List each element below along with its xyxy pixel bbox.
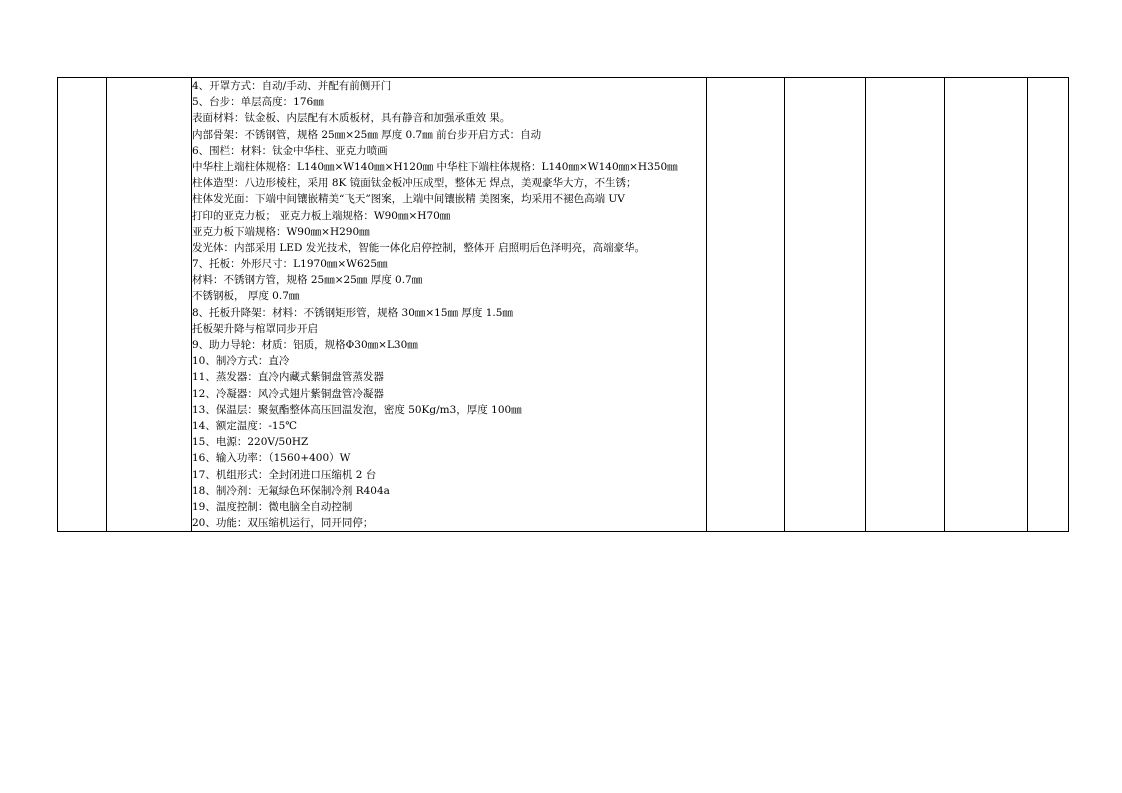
description-line: 12、冷凝器：风冷式翅片紫铜盘管冷凝器 bbox=[192, 387, 384, 400]
description-line: 柱体发光面：下端中间镶嵌精美“飞天”图案，上端中间镶嵌精 美图案，均采用不褪色高端 UV bbox=[192, 193, 625, 206]
description-line: 托板架升降与棺罩同步开启 bbox=[192, 322, 318, 335]
description-line: 表面材料：钛金板、内层配有木质板材，具有静音和加强承重效 果。 bbox=[192, 112, 511, 125]
table-cell-price bbox=[866, 78, 945, 532]
description-line: 中华柱上端柱体规格：L140㎜×W140㎜×H120㎜ 中华柱下端柱体规格：L140㎜×W140㎜×H350㎜ bbox=[192, 160, 678, 173]
description-line: 内部骨架：不锈钢管，规格 25㎜×25㎜ 厚度 0.7㎜ 前台步开启方式：自动 bbox=[192, 128, 542, 141]
description-line: 10、制冷方式：直冷 bbox=[192, 355, 290, 368]
description-line: 15、电源：220V/50HZ bbox=[192, 436, 309, 449]
description-line: 亚克力板下端规格：W90㎜×H290㎜ bbox=[192, 225, 370, 238]
spec-table bbox=[57, 77, 1069, 532]
description-line: 4、开罩方式：自动/手动、并配有前侧开门 bbox=[192, 80, 392, 92]
description-line: 13、保温层：聚氨酯整体高压回温发泡，密度 50Kg/m3，厚度 100㎜ bbox=[192, 403, 522, 416]
table-cell-description bbox=[192, 78, 707, 532]
description-line: 不锈钢板， 厚度 0.7㎜ bbox=[192, 290, 300, 303]
description-line: 16、输入功率：（1560+400）W bbox=[192, 452, 351, 465]
description-line: 打印的亚克力板； 亚克力板上端规格：W90㎜×H70㎜ bbox=[192, 209, 451, 222]
description-line: 9、助力导轮：材质：铝质，规格Φ30㎜×L30㎜ bbox=[192, 339, 418, 351]
description-line: 6、围栏：材料：钛金中华柱、亚克力喷画 bbox=[192, 144, 388, 157]
table-cell-quantity bbox=[785, 78, 866, 532]
table-cell-remark bbox=[1028, 78, 1069, 532]
description-line: 发光体：内部采用 LED 发光技术，智能一体化启停控制，整体开 启照明后色泽明亮，高端豪华。 bbox=[192, 241, 646, 254]
table-cell-index bbox=[58, 78, 107, 532]
description-line: 20、功能：双压缩机运行，同开同停； bbox=[192, 517, 374, 530]
table-cell-unit bbox=[707, 78, 785, 532]
description-line: 18、制冷剂：无氟绿色环保制冷剂 R404a bbox=[192, 484, 390, 497]
table-cell-name bbox=[107, 78, 192, 532]
description-line: 19、温度控制：微电脑全自动控制 bbox=[192, 500, 353, 513]
description-line: 11、蒸发器：直冷内藏式紫铜盘管蒸发器 bbox=[192, 371, 384, 384]
description-line: 5、台步：单层高度：176㎜ bbox=[192, 96, 324, 109]
description-line: 柱体造型：八边形棱柱，采用 8K 镜面钛金板冲压成型，整体无 焊点，美观豪华大方，不生锈； bbox=[192, 177, 637, 190]
description-line: 8、托板升降架：材料：不锈钢矩形管，规格 30㎜×15㎜ 厚度 1.5㎜ bbox=[192, 306, 513, 319]
description-line: 14、额定温度：-15℃ bbox=[192, 419, 298, 432]
description-line: 7、托板：外形尺寸：L1970㎜×W625㎜ bbox=[192, 258, 388, 271]
description-line: 17、机组形式：全封闭进口压缩机 2 台 bbox=[192, 468, 377, 481]
description-line: 材料：不锈钢方管，规格 25㎜×25㎜ 厚度 0.7㎜ bbox=[192, 274, 423, 287]
table-cell-total bbox=[945, 78, 1028, 532]
table-row bbox=[58, 78, 1069, 532]
